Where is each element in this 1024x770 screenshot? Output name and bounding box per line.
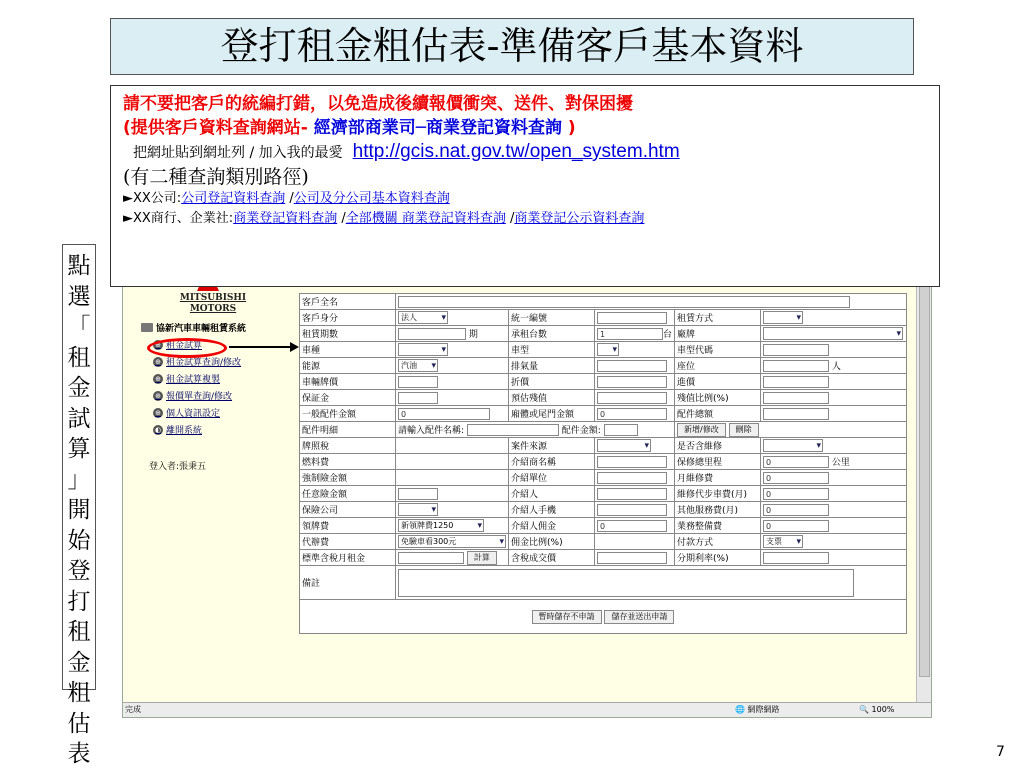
scrollbar-thumb[interactable] (919, 245, 930, 677)
all-agency-registry-link[interactable]: 全部機關 商業登記資料查詢 (345, 211, 506, 226)
business-reserve-input[interactable]: 0 (763, 520, 829, 532)
general-parts-input[interactable]: 0 (398, 408, 490, 420)
vertical-scrollbar[interactable] (916, 231, 931, 705)
menu-bullet-icon: ⊕ (153, 408, 163, 418)
case-source-select[interactable] (597, 439, 651, 452)
side-note-char: 租 (67, 619, 91, 645)
label: 能源 (300, 358, 396, 374)
insurer-select[interactable] (398, 503, 438, 516)
callout-site-info: (提供客戶資料查詢網站- 經濟部商業司─商業登記資料查詢 ) (123, 118, 576, 138)
residual-input[interactable] (597, 392, 667, 404)
label: 客戶全名 (300, 294, 396, 310)
nav-item-rent-calc[interactable]: ⊕ 租金試算 (153, 338, 246, 351)
label: 強制險金額 (300, 470, 396, 486)
menu-bullet-icon: ⊕ (153, 374, 163, 384)
menu-bullet-icon: ⊕ (153, 357, 163, 367)
save-submit-button[interactable]: 儲存並送出申請 (604, 610, 674, 624)
remarks-textarea[interactable] (398, 569, 854, 597)
label: 含稅成交價 (509, 550, 595, 566)
payment-method-select[interactable]: 支票 ▾ (763, 535, 803, 548)
page-number: 7 (996, 744, 1005, 760)
label: 租賃期數 (300, 326, 396, 342)
label: 車輛牌價 (300, 374, 396, 390)
brand-select[interactable] (763, 327, 903, 340)
company-branch-link[interactable]: 公司及分公司基本資料查詢 (293, 191, 450, 206)
label: 保修總里程 (675, 454, 761, 470)
label: 租賃方式 (675, 310, 761, 326)
unit: 人 (831, 361, 841, 372)
highlight-circle (147, 338, 227, 358)
parts-name-input[interactable] (467, 424, 559, 436)
callout-company-row: ►XX公司:公司登記資料查詢 /公司及分公司基本資料查詢 (123, 191, 450, 206)
label: 介紹人 (509, 486, 595, 502)
status-bar (123, 702, 931, 717)
internet-zone-icon: 🌐 網際網路 (735, 705, 780, 714)
side-note-char: 表 (67, 741, 91, 767)
gcis-url-link[interactable]: http://gcis.nat.gov.tw/open_system.htm (352, 141, 680, 162)
form-table (299, 293, 907, 634)
side-note-char: 始 (67, 527, 91, 554)
label: 佣金比例(%) (509, 534, 595, 550)
discount-input[interactable] (597, 376, 667, 388)
plate-fee-select[interactable]: 新領牌費1250 ▾ (398, 519, 484, 532)
maintenance-select[interactable] (763, 439, 823, 452)
delete-parts-button[interactable]: 刪除 (729, 423, 759, 437)
unit: 期 (468, 329, 478, 340)
label: 廠牌 (675, 326, 761, 342)
add-edit-parts-button[interactable]: 新增/修改 (677, 423, 726, 437)
seats-input[interactable] (763, 360, 829, 372)
label: 介紹人佣金 (509, 518, 595, 534)
voluntary-insurance-input[interactable] (398, 488, 438, 500)
lease-period-input[interactable] (398, 328, 466, 340)
label: 介紹人手機 (509, 502, 595, 518)
label: 業務整備費 (675, 518, 761, 534)
displacement-input[interactable] (597, 360, 667, 372)
side-note-char: 估 (67, 710, 91, 737)
deposit-input[interactable] (398, 392, 438, 404)
label: 車型 (509, 342, 595, 358)
exit-icon: ◐ (154, 425, 162, 434)
agency-fee-select[interactable]: 免驗車看300元 ▾ (398, 535, 506, 548)
side-note-char: 登 (67, 558, 91, 584)
monthly-rent-input[interactable] (398, 552, 464, 564)
label: 配件總額 (675, 406, 761, 422)
label: 案件來源 (509, 438, 595, 454)
label: 分期利率(%) (675, 550, 761, 566)
side-note-char: 點 (67, 253, 91, 279)
save-draft-button[interactable]: 暫時儲存不申請 (532, 610, 602, 624)
rent-estimate-form (299, 293, 907, 634)
menu-bullet-icon: ⊕ (153, 340, 163, 350)
callout-warning: 請不要把客戶的統編打錯，以免造成後續報價衝突、送件、對保困擾 (123, 94, 633, 114)
label: 座位 (675, 358, 761, 374)
label: 其他服務費(月) (675, 502, 761, 518)
login-user: 登入者:張秉五 (149, 462, 207, 472)
label: 統一編號 (509, 310, 595, 326)
label: 排氣量 (509, 358, 595, 374)
system-name: 協新汽車車輛租賃系統 (156, 324, 247, 334)
label: 折價 (509, 374, 595, 390)
residual-ratio-input[interactable] (763, 392, 829, 404)
label: 備註 (300, 566, 396, 600)
callout-url-row: 把網址貼到網址列 / 加入我的最愛 http://gcis.nat.gov.tw/open_system.htm (133, 141, 680, 162)
referrer-name-input[interactable] (597, 456, 667, 468)
side-note-char: 試 (67, 405, 91, 432)
label: 廂體或尾門金額 (509, 406, 595, 422)
mileage-input[interactable]: 0 (763, 456, 829, 468)
label: 客戶身分 (300, 310, 396, 326)
customer-name-input[interactable] (398, 296, 850, 308)
label: 月維修費 (675, 470, 761, 486)
model-select[interactable] (597, 343, 619, 356)
nav-item-quote-edit[interactable]: ⊕ 報價單查詢/修改 (153, 389, 246, 402)
label: 保險公司 (300, 502, 396, 518)
label: 是否含維修 (675, 438, 761, 454)
label: 代辦費 (300, 534, 396, 550)
list-price-input[interactable] (398, 376, 438, 388)
model-code-input[interactable] (763, 344, 829, 356)
side-note-char: 粗 (67, 680, 91, 706)
nav-item-rent-calc-copy[interactable]: ⊕ 租金試算複製 (153, 372, 246, 385)
side-note-char: 「 (67, 314, 91, 340)
label: 任意險金額 (300, 486, 396, 502)
replacement-car-input[interactable]: 0 (763, 488, 829, 500)
side-note-char: 算 (67, 436, 91, 462)
other-services-input[interactable]: 0 (763, 504, 829, 516)
tax-incl-price-input[interactable] (597, 552, 667, 564)
folder-icon (141, 323, 153, 332)
business-public-link[interactable]: 商業登記公示資料查詢 (514, 211, 645, 226)
label: 標準含稅月租金 (300, 550, 396, 566)
nav-item-exit[interactable]: ◐ 離開系統 (154, 425, 203, 436)
installment-rate-input[interactable] (763, 552, 829, 564)
referrer-phone-input[interactable] (597, 504, 667, 516)
vehicle-kind-select[interactable] (398, 343, 448, 356)
label: 車型代碼 (675, 342, 761, 358)
unit: 台 (663, 329, 673, 340)
label: 承租台數 (509, 326, 595, 342)
body-parts-input[interactable]: 0 (597, 408, 667, 420)
pointer-arrow-line (229, 346, 291, 348)
parts-total-input[interactable] (763, 408, 829, 420)
slide-title: 登打租金粗估表-準備客戶基本資料 (110, 18, 914, 75)
company-registry-link[interactable]: 公司登記資料查詢 (181, 191, 286, 206)
zoom-level[interactable]: 🔍 100% (859, 705, 895, 714)
status-text: 完成 (125, 705, 141, 714)
tax-id-input[interactable] (597, 312, 667, 324)
side-note (62, 244, 96, 767)
side-note-char: 金 (67, 375, 91, 401)
brand-logo-text: MITSUBISHI MOTORS (179, 293, 247, 314)
nav-root (141, 321, 246, 334)
monthly-maintenance-input[interactable]: 0 (763, 472, 829, 484)
label: 預估殘值 (509, 390, 595, 406)
units-input[interactable]: 1 (597, 328, 663, 340)
label: 維修代步車費(月) (675, 486, 761, 502)
referrer-commission-input[interactable]: 0 (597, 520, 667, 532)
side-note-char: 租 (67, 344, 91, 371)
callout-box (110, 85, 940, 287)
side-note-char: 金 (67, 649, 91, 676)
label: 配件明細 (300, 422, 396, 438)
callout-shop-row: ►XX商行、企業社:商業登記資料查詢 /全部機關 商業登記資料查詢 /商業登記公示資料查詢 (123, 211, 645, 226)
menu-bullet-icon: ⊕ (153, 391, 163, 401)
browser-window (122, 230, 932, 718)
lease-method-select[interactable] (763, 311, 803, 324)
business-registry-link[interactable]: 商業登記資料查詢 (233, 211, 338, 226)
pointer-arrow-head-icon (290, 342, 299, 352)
label: 一般配件金額 (300, 406, 396, 422)
label: 保証金 (300, 390, 396, 406)
label: 請輸入配件名稱: (398, 425, 465, 436)
side-note-char: 打 (67, 588, 91, 615)
label: 進價 (675, 374, 761, 390)
nav-item-profile[interactable]: ⊕ 個人資訊設定 (153, 406, 246, 419)
label: 燃料費 (300, 454, 396, 470)
referrer-input[interactable] (597, 488, 667, 500)
referrer-unit-input[interactable] (597, 472, 667, 484)
label: 領牌費 (300, 518, 396, 534)
parts-amount-input[interactable] (604, 424, 638, 436)
label: 付款方式 (675, 534, 761, 550)
callout-paths-heading: (有二種查詢類別路徑) (123, 166, 309, 188)
label: 牌照稅 (300, 438, 396, 454)
calculate-button[interactable]: 計算 (467, 551, 497, 565)
side-note-char: 選 (67, 283, 91, 310)
purchase-price-input[interactable] (763, 376, 829, 388)
nav-item-rent-calc-edit[interactable]: ⊕ 租金試算查詢/修改 (153, 355, 246, 368)
unit: 公里 (831, 457, 850, 468)
label: 介紹單位 (509, 470, 595, 486)
customer-type-select[interactable]: 法人 ▾ (398, 311, 448, 324)
label: 殘值比例(%) (675, 390, 761, 406)
label: 介紹商名稱 (509, 454, 595, 470)
energy-select[interactable]: 汽油 ▾ (398, 359, 438, 372)
label: 配件金額: (561, 425, 601, 436)
side-note-char: 」 (67, 466, 91, 493)
label: 車種 (300, 342, 396, 358)
side-note-char: 開 (67, 497, 91, 523)
